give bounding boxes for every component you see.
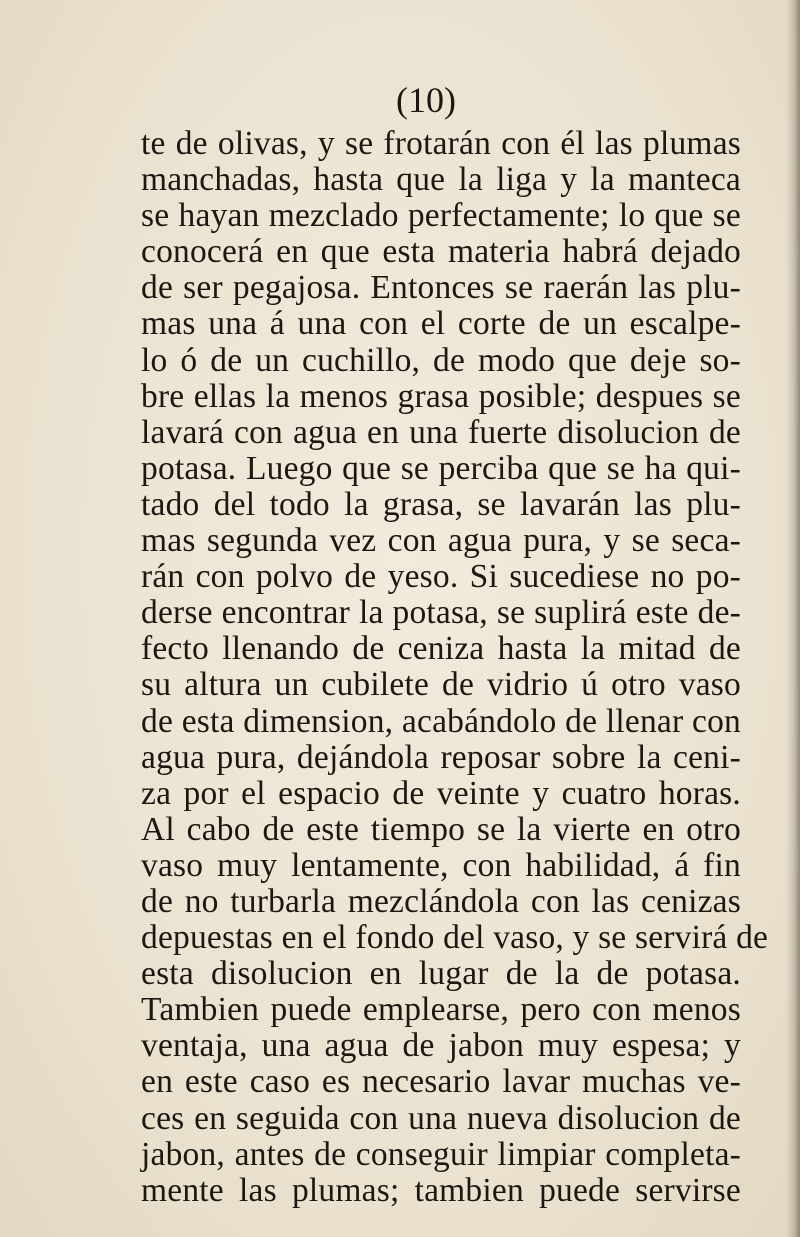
text-line: depuestas en el fondo del vaso, y se servirá de (141, 919, 769, 957)
text-line: Al cabo de este tiempo se la vierte en otro (141, 810, 741, 848)
text-line: mente las plumas; tambien puede servirse (141, 1171, 741, 1209)
text-line: mas una á una con el corte de un escalpe- (141, 305, 741, 343)
text-line: tado del todo la grasa, se lavarán las plu- (141, 485, 741, 523)
text-line: de esta dimension, acabándolo de llenar con (141, 702, 741, 740)
text-line: Tambien puede emplearse, pero con menos (141, 991, 741, 1029)
body-text (141, 125, 769, 1209)
text-line: za por el espacio de veinte y cuatro horas. (141, 774, 741, 812)
text-line: bre ellas la menos grasa posible; despues se (141, 377, 741, 415)
text-line: potasa. Luego que se perciba que se ha qui- (141, 449, 741, 487)
text-line: de ser pegajosa. Entonces se raerán las plu- (141, 269, 741, 307)
text-line: fecto llenando de ceniza hasta la mitad de (141, 630, 741, 668)
text-line: derse encontrar la potasa, se suplirá este de- (141, 594, 741, 632)
text-line: de no turbarla mezclándola con las cenizas (141, 882, 741, 920)
text-line: se hayan mezclado perfectamente; lo que se (141, 197, 741, 235)
text-line: vaso muy lentamente, con habilidad, á fin (141, 846, 741, 884)
text-line: su altura un cubilete de vidrio ú otro vaso (141, 666, 741, 704)
page-number: (10) (396, 80, 456, 120)
text-line: ces en seguida con una nueva disolucion de (141, 1099, 741, 1137)
text-line: conocerá en que esta materia habrá dejado (141, 233, 741, 271)
text-line: agua pura, dejándola reposar sobre la ceni- (141, 738, 741, 776)
text-line: en este caso es necesario lavar muchas ve- (141, 1063, 741, 1101)
text-line: te de olivas, y se frotarán con él las plumas (141, 125, 741, 162)
text-line: jabon, antes de conseguir limpiar completa- (141, 1135, 741, 1173)
text-line: ventaja, una agua de jabon muy espesa; y (141, 1027, 741, 1065)
text-line: esta disolucion en lugar de la de potasa. (141, 955, 741, 993)
text-line: lavará con agua en una fuerte disolucion de (141, 413, 741, 451)
text-line: mas segunda vez con agua pura, y se seca- (141, 522, 741, 560)
text-line: rán con polvo de yeso. Si sucediese no po- (141, 558, 741, 596)
page-edge-shadow (786, 0, 800, 1237)
text-line: manchadas, hasta que la liga y la manteca (141, 161, 741, 199)
text-line: lo ó de un cuchillo, de modo que deje so- (141, 341, 741, 379)
